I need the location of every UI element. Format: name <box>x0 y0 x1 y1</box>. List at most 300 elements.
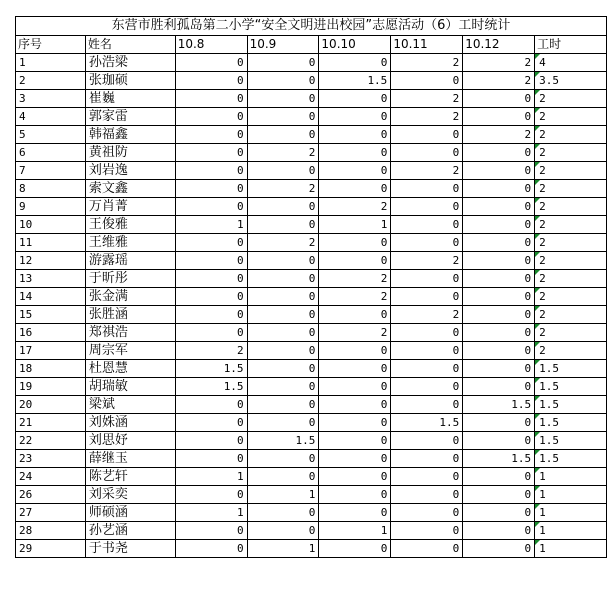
total-hours-value: 2 <box>539 272 546 285</box>
student-name <box>85 108 175 126</box>
header-hours: 工时 <box>535 36 607 54</box>
hours-day-3 <box>319 288 391 306</box>
hours-day-2-value: 0 <box>308 254 316 267</box>
hours-day-5-value: 0 <box>524 344 532 357</box>
total-hours <box>535 144 607 162</box>
total-hours <box>535 396 607 414</box>
row-index-value: 23 <box>19 452 33 465</box>
formula-marker-icon <box>535 108 540 113</box>
total-hours-value: 1 <box>539 542 546 555</box>
student-name-value: 师硕涵 <box>88 505 128 520</box>
total-hours-value: 2 <box>539 182 546 195</box>
student-name <box>85 198 175 216</box>
hours-day-5-value: 0 <box>524 488 532 501</box>
row-index <box>16 90 86 108</box>
hours-day-5 <box>463 378 535 396</box>
hours-day-4-value: 0 <box>452 218 460 231</box>
total-hours <box>535 486 607 504</box>
student-name <box>85 270 175 288</box>
hours-day-1-value: 0 <box>236 416 244 429</box>
hours-day-5-value: 0 <box>524 272 532 285</box>
row-index-value: 18 <box>19 362 33 375</box>
formula-marker-icon <box>535 288 540 293</box>
hours-day-5-value: 0 <box>524 146 532 159</box>
hours-day-3 <box>319 396 391 414</box>
hours-day-2-value: 0 <box>308 128 316 141</box>
row-index-value: 21 <box>19 416 33 429</box>
sheet-title: 东营市胜利孤岛第二小学“安全文明进出校园”志愿活动（6）工时统计 <box>16 17 607 36</box>
student-name <box>85 180 175 198</box>
hours-day-4-value: 2 <box>452 92 460 105</box>
hours-day-1-value: 0 <box>236 398 244 411</box>
hours-day-4 <box>391 540 463 558</box>
hours-day-4 <box>391 486 463 504</box>
table-row <box>16 522 607 540</box>
row-index <box>16 270 86 288</box>
formula-marker-icon <box>535 198 540 203</box>
total-hours <box>535 414 607 432</box>
hours-day-3 <box>319 432 391 450</box>
table-row <box>16 234 607 252</box>
hours-day-5 <box>463 234 535 252</box>
hours-day-2 <box>247 450 319 468</box>
formula-marker-icon <box>535 306 540 311</box>
hours-day-1-value: 0 <box>236 146 244 159</box>
student-name-value: 黄祖防 <box>88 145 128 160</box>
hours-day-1 <box>175 288 247 306</box>
hours-day-3-value: 0 <box>380 488 388 501</box>
hours-day-4-value: 0 <box>452 380 460 393</box>
row-index <box>16 216 86 234</box>
row-index-value: 1 <box>19 56 26 69</box>
hours-day-2-value: 0 <box>308 308 316 321</box>
hours-day-2 <box>247 324 319 342</box>
student-name-value: 王维雅 <box>88 235 128 250</box>
header-index: 序号 <box>16 36 86 54</box>
hours-day-2 <box>247 270 319 288</box>
total-hours-value: 1.5 <box>539 398 559 411</box>
formula-marker-icon <box>535 504 540 509</box>
row-index <box>16 414 86 432</box>
total-hours <box>535 252 607 270</box>
row-index-value: 17 <box>19 344 33 357</box>
row-index-value: 24 <box>19 470 33 483</box>
hours-day-2-value: 1 <box>308 488 316 501</box>
total-hours-value: 2 <box>539 326 546 339</box>
table-row <box>16 414 607 432</box>
table-row <box>16 252 607 270</box>
formula-marker-icon <box>535 486 540 491</box>
hours-day-3-value: 0 <box>380 92 388 105</box>
hours-day-5 <box>463 288 535 306</box>
hours-day-4-value: 2 <box>452 308 460 321</box>
row-index-value: 27 <box>19 506 33 519</box>
total-hours <box>535 342 607 360</box>
hours-day-2 <box>247 468 319 486</box>
hours-day-5 <box>463 486 535 504</box>
hours-day-1-value: 0 <box>236 74 244 87</box>
hours-day-1 <box>175 54 247 72</box>
hours-day-2 <box>247 162 319 180</box>
hours-day-5 <box>463 198 535 216</box>
hours-day-4-value: 0 <box>452 470 460 483</box>
student-name-value: 胡瑞敏 <box>88 379 128 394</box>
table-row <box>16 324 607 342</box>
hours-day-1-value: 1 <box>236 470 244 483</box>
row-index <box>16 522 86 540</box>
table-row <box>16 504 607 522</box>
hours-day-4 <box>391 252 463 270</box>
total-hours <box>535 522 607 540</box>
formula-marker-icon <box>535 252 540 257</box>
row-index <box>16 144 86 162</box>
table-row <box>16 108 607 126</box>
hours-day-4-value: 2 <box>452 254 460 267</box>
hours-day-4 <box>391 414 463 432</box>
hours-day-1-value: 0 <box>236 524 244 537</box>
student-name-value: 崔巍 <box>88 91 115 106</box>
hours-day-4 <box>391 144 463 162</box>
hours-day-2-value: 2 <box>308 146 316 159</box>
student-name <box>85 486 175 504</box>
hours-day-2 <box>247 306 319 324</box>
row-index-value: 8 <box>19 182 26 195</box>
hours-day-1-value: 0 <box>236 308 244 321</box>
hours-day-2-value: 0 <box>308 164 316 177</box>
student-name <box>85 504 175 522</box>
hours-day-2-value: 0 <box>308 200 316 213</box>
total-hours <box>535 90 607 108</box>
hours-day-5 <box>463 306 535 324</box>
hours-day-3 <box>319 72 391 90</box>
hours-day-5-value: 0 <box>524 506 532 519</box>
table-row <box>16 54 607 72</box>
hours-day-1 <box>175 162 247 180</box>
header-name: 姓名 <box>85 36 175 54</box>
row-index <box>16 342 86 360</box>
table-row <box>16 360 607 378</box>
hours-day-2 <box>247 90 319 108</box>
hours-day-2-value: 0 <box>308 218 316 231</box>
student-name <box>85 360 175 378</box>
row-index <box>16 324 86 342</box>
hours-day-4-value: 1.5 <box>439 416 460 429</box>
hours-day-4-value: 0 <box>452 452 460 465</box>
hours-day-2-value: 0 <box>308 470 316 483</box>
table-row <box>16 72 607 90</box>
total-hours <box>535 288 607 306</box>
hours-day-4 <box>391 396 463 414</box>
hours-day-1 <box>175 90 247 108</box>
hours-day-4 <box>391 108 463 126</box>
row-index-value: 7 <box>19 164 26 177</box>
total-hours <box>535 234 607 252</box>
hours-day-2-value: 0 <box>308 452 316 465</box>
hours-day-5 <box>463 72 535 90</box>
student-name <box>85 252 175 270</box>
hours-day-1-value: 0 <box>236 488 244 501</box>
hours-day-2-value: 0 <box>308 74 316 87</box>
hours-day-3 <box>319 198 391 216</box>
total-hours-value: 2 <box>539 218 546 231</box>
hours-day-4 <box>391 432 463 450</box>
hours-day-4 <box>391 360 463 378</box>
hours-day-2-value: 2 <box>308 182 316 195</box>
student-name-value: 张珈硕 <box>88 73 128 88</box>
hours-day-5 <box>463 54 535 72</box>
row-index-value: 14 <box>19 290 33 303</box>
student-name-value: 杜恩慧 <box>88 361 128 376</box>
row-index <box>16 486 86 504</box>
hours-day-5 <box>463 144 535 162</box>
row-index-value: 20 <box>19 398 33 411</box>
hours-day-5-value: 0 <box>524 200 532 213</box>
hours-day-3 <box>319 234 391 252</box>
hours-day-1 <box>175 180 247 198</box>
hours-day-3 <box>319 126 391 144</box>
hours-day-5 <box>463 414 535 432</box>
row-index-value: 11 <box>19 236 33 249</box>
hours-day-3-value: 1.5 <box>367 74 388 87</box>
student-name <box>85 342 175 360</box>
hours-day-4 <box>391 234 463 252</box>
formula-marker-icon <box>535 414 540 419</box>
hours-day-1 <box>175 486 247 504</box>
table-row <box>16 540 607 558</box>
total-hours <box>535 504 607 522</box>
hours-day-5-value: 2 <box>524 74 532 87</box>
hours-day-4-value: 0 <box>452 506 460 519</box>
row-index <box>16 432 86 450</box>
hours-day-1-value: 0 <box>236 272 244 285</box>
formula-marker-icon <box>535 270 540 275</box>
formula-marker-icon <box>535 54 540 59</box>
row-index-value: 16 <box>19 326 33 339</box>
header-date-4: 10.11 <box>391 36 463 54</box>
student-name <box>85 306 175 324</box>
hours-day-3-value: 0 <box>380 164 388 177</box>
hours-day-5 <box>463 180 535 198</box>
hours-day-2-value: 0 <box>308 398 316 411</box>
student-name-value: 韩福鑫 <box>88 127 128 142</box>
student-name-value: 刘岩逸 <box>88 163 128 178</box>
table-row <box>16 270 607 288</box>
table-row <box>16 396 607 414</box>
student-name <box>85 90 175 108</box>
formula-marker-icon <box>535 180 540 185</box>
hours-day-1 <box>175 414 247 432</box>
hours-day-2-value: 0 <box>308 92 316 105</box>
student-name-value: 刘姝涵 <box>88 415 128 430</box>
hours-day-1-value: 0 <box>236 56 244 69</box>
table-row <box>16 306 607 324</box>
formula-marker-icon <box>535 540 540 545</box>
row-index-value: 29 <box>19 542 33 555</box>
hours-day-4-value: 0 <box>452 542 460 555</box>
header-date-1: 10.8 <box>175 36 247 54</box>
hours-day-3 <box>319 360 391 378</box>
hours-day-4 <box>391 378 463 396</box>
hours-day-1-value: 0 <box>236 326 244 339</box>
student-name <box>85 126 175 144</box>
hours-day-5 <box>463 468 535 486</box>
hours-day-3-value: 0 <box>380 128 388 141</box>
student-name-value: 于昕彤 <box>88 271 128 286</box>
formula-marker-icon <box>535 126 540 131</box>
hours-day-2-value: 0 <box>308 380 316 393</box>
total-hours-value: 2 <box>539 164 546 177</box>
hours-day-4 <box>391 126 463 144</box>
student-name <box>85 162 175 180</box>
hours-day-3-value: 0 <box>380 470 388 483</box>
hours-day-4 <box>391 450 463 468</box>
hours-day-2-value: 0 <box>308 290 316 303</box>
hours-day-2-value: 1.5 <box>295 434 316 447</box>
student-name <box>85 396 175 414</box>
row-index <box>16 198 86 216</box>
hours-day-1 <box>175 324 247 342</box>
hours-day-2-value: 2 <box>308 236 316 249</box>
student-name <box>85 378 175 396</box>
hours-day-2 <box>247 378 319 396</box>
hours-day-3-value: 0 <box>380 182 388 195</box>
total-hours <box>535 162 607 180</box>
student-name-value: 梁斌 <box>88 397 115 412</box>
student-name <box>85 72 175 90</box>
formula-marker-icon <box>535 144 540 149</box>
table-row <box>16 450 607 468</box>
hours-day-3-value: 0 <box>380 434 388 447</box>
hours-day-2 <box>247 288 319 306</box>
hours-day-5-value: 0 <box>524 470 532 483</box>
hours-day-5 <box>463 216 535 234</box>
student-name <box>85 414 175 432</box>
total-hours-value: 1.5 <box>539 434 559 447</box>
hours-day-1 <box>175 540 247 558</box>
hours-day-2-value: 0 <box>308 344 316 357</box>
total-hours-value: 1 <box>539 488 546 501</box>
hours-day-5 <box>463 342 535 360</box>
hours-day-2 <box>247 126 319 144</box>
formula-marker-icon <box>535 342 540 347</box>
hours-day-1-value: 0 <box>236 452 244 465</box>
row-index <box>16 306 86 324</box>
total-hours <box>535 432 607 450</box>
table-row <box>16 126 607 144</box>
hours-day-4 <box>391 162 463 180</box>
hours-day-5 <box>463 504 535 522</box>
total-hours-value: 1 <box>539 524 546 537</box>
hours-day-5-value: 1.5 <box>511 398 532 411</box>
total-hours-value: 1.5 <box>539 452 559 465</box>
hours-day-2-value: 0 <box>308 110 316 123</box>
hours-day-5 <box>463 450 535 468</box>
total-hours-value: 3.5 <box>539 74 559 87</box>
table-row <box>16 468 607 486</box>
hours-day-3 <box>319 144 391 162</box>
hours-day-3-value: 1 <box>380 218 388 231</box>
student-name-value: 张金满 <box>88 289 128 304</box>
hours-day-3 <box>319 378 391 396</box>
student-name-value: 刘采奕 <box>88 487 128 502</box>
hours-day-5 <box>463 270 535 288</box>
row-index <box>16 72 86 90</box>
hours-day-4 <box>391 216 463 234</box>
hours-day-2 <box>247 522 319 540</box>
hours-day-2 <box>247 540 319 558</box>
hours-day-1-value: 1.5 <box>223 380 244 393</box>
hours-day-5 <box>463 324 535 342</box>
hours-day-5-value: 0 <box>524 218 532 231</box>
hours-day-5-value: 0 <box>524 362 532 375</box>
hours-day-2 <box>247 342 319 360</box>
table-row <box>16 288 607 306</box>
row-index <box>16 288 86 306</box>
row-index-value: 15 <box>19 308 33 321</box>
table-row <box>16 162 607 180</box>
formula-marker-icon <box>535 360 540 365</box>
formula-marker-icon <box>535 468 540 473</box>
row-index-value: 28 <box>19 524 33 537</box>
hours-day-2 <box>247 108 319 126</box>
hours-day-4 <box>391 324 463 342</box>
hours-day-5-value: 1.5 <box>511 452 532 465</box>
total-hours-value: 2 <box>539 254 546 267</box>
total-hours <box>535 198 607 216</box>
formula-marker-icon <box>535 450 540 455</box>
hours-day-2 <box>247 360 319 378</box>
hours-day-4 <box>391 342 463 360</box>
hours-day-3 <box>319 270 391 288</box>
hours-day-5-value: 0 <box>524 416 532 429</box>
student-name-value: 周宗军 <box>88 343 128 358</box>
row-index-value: 12 <box>19 254 33 267</box>
row-index-value: 10 <box>19 218 33 231</box>
formula-marker-icon <box>535 522 540 527</box>
row-index <box>16 162 86 180</box>
student-name <box>85 54 175 72</box>
hours-day-1-value: 0 <box>236 128 244 141</box>
hours-day-3 <box>319 90 391 108</box>
row-index-value: 22 <box>19 434 33 447</box>
hours-day-1 <box>175 198 247 216</box>
hours-day-4-value: 0 <box>452 146 460 159</box>
hours-day-2 <box>247 54 319 72</box>
row-index <box>16 360 86 378</box>
hours-day-1 <box>175 360 247 378</box>
formula-marker-icon <box>535 396 540 401</box>
hours-day-2-value: 0 <box>308 326 316 339</box>
total-hours <box>535 216 607 234</box>
hours-day-1 <box>175 72 247 90</box>
hours-day-1 <box>175 234 247 252</box>
hours-day-2 <box>247 198 319 216</box>
formula-marker-icon <box>535 90 540 95</box>
hours-day-3-value: 2 <box>380 326 388 339</box>
hours-day-3 <box>319 414 391 432</box>
total-hours-value: 2 <box>539 200 546 213</box>
hours-day-3 <box>319 216 391 234</box>
header-date-5: 10.12 <box>463 36 535 54</box>
total-hours <box>535 540 607 558</box>
total-hours-value: 2 <box>539 92 546 105</box>
hours-day-5-value: 0 <box>524 290 532 303</box>
hours-day-1 <box>175 522 247 540</box>
student-name <box>85 540 175 558</box>
hours-day-5 <box>463 540 535 558</box>
hours-day-2 <box>247 234 319 252</box>
hours-day-2 <box>247 396 319 414</box>
